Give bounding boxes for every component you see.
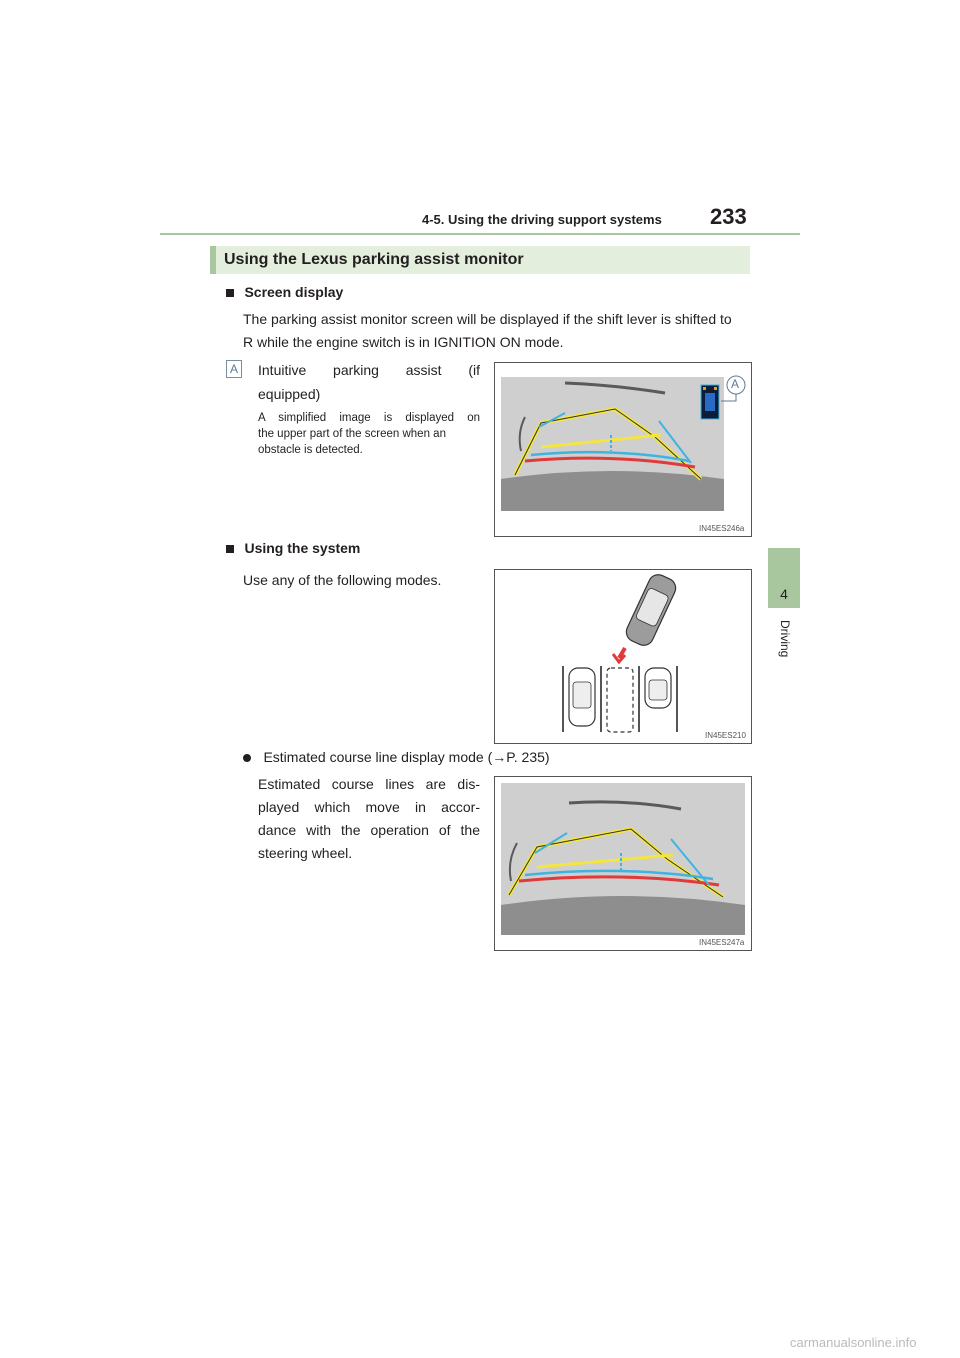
header-rule [160,233,800,235]
using-system-intro: Use any of the following modes. [243,572,442,588]
mode1-desc-line4: steering wheel. [258,845,353,861]
section-heading-bar [210,246,750,274]
mode1-label: Estimated course line display mode (→P. 235) [263,749,550,765]
figure-2-code: IN45ES210 [705,731,746,740]
using-system-title: Using the system [244,540,361,556]
running-header [420,204,750,232]
screen-display-title: Screen display [244,284,344,300]
using-system-heading [226,540,360,558]
parking-figure-2 [494,569,752,744]
callout-note-line1: A simplified image is displayed on [258,412,480,424]
section-title: 4-5. Using the driving support systems [422,212,662,227]
square-bullet-icon [226,289,234,297]
figure-1-label: A [731,377,740,391]
round-bullet-icon [243,754,251,762]
page-number: 233 [710,204,747,229]
callout-a-line2: equipped) [258,386,321,402]
square-bullet-icon [226,545,234,553]
figure-3-code: IN45ES247a [699,938,745,947]
screen-display-paragraph-line2: R while the engine switch is in IGNITION ON mode. [243,334,564,350]
callout-badge-a: A [226,360,242,378]
mode1-item [243,745,550,769]
figure-1-code: IN45ES246a [699,524,745,533]
mode1-desc-line2: played which move in accor- [258,799,480,815]
camera-view-figure-3 [494,776,752,951]
mode1-desc-line1: Estimated course lines are dis- [258,776,480,792]
section-heading: Using the Lexus parking assist monitor [224,251,524,268]
parking-illustration [495,570,751,743]
screen-display-paragraph-line1: The parking assist monitor screen will be displayed if the shift lever is shifted to [243,311,732,327]
callout-note-line3: obstacle is detected. [258,444,363,456]
footer-watermark: carmanualsonline.info [790,1335,917,1350]
chapter-label: Driving [778,620,792,658]
chapter-number: 4 [780,586,788,602]
callout-note-line2: the upper part of the screen when an [258,428,446,440]
camera-view-figure-1 [494,362,752,537]
screen-display-heading [226,284,343,302]
mode1-desc-line3: dance with the operation of the [258,822,480,838]
chapter-tab [768,548,800,608]
callout-a-line1: Intuitive parking assist (if [258,362,480,378]
course-line-illustration [495,777,751,950]
rear-camera-illustration [495,363,751,536]
